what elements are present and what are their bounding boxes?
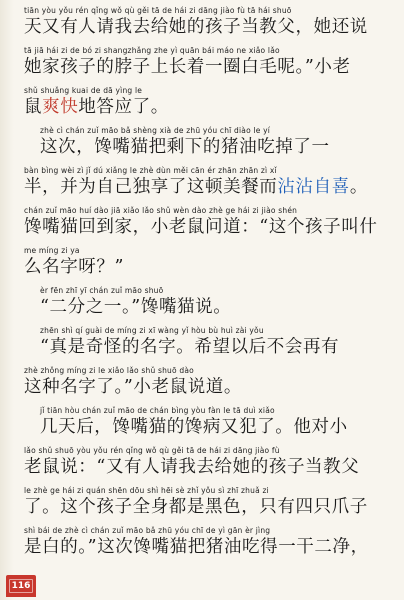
hanzi-line: 天又有人请我去给她的孩子当教父，她还说 bbox=[24, 17, 368, 37]
text-line bbox=[24, 322, 392, 362]
text-line bbox=[24, 2, 392, 42]
text-line bbox=[24, 242, 392, 282]
text-line bbox=[24, 482, 392, 522]
text-line bbox=[24, 442, 392, 482]
highlight-keyword: 爽快 bbox=[42, 97, 79, 117]
pinyin-line: jǐ tiān hòu chán zuǐ māo de chán bìng yòu fàn le tā duì xiǎo bbox=[40, 406, 275, 415]
text-line bbox=[24, 162, 392, 202]
text-line bbox=[24, 122, 392, 162]
hanzi-line: 馋嘴猫回到家，小老鼠问道：“这个孩子叫什 bbox=[24, 217, 378, 237]
text-line bbox=[24, 42, 392, 82]
pinyin-line: me míng zi ya bbox=[24, 246, 80, 255]
text-line bbox=[24, 202, 392, 242]
text-line bbox=[24, 402, 392, 442]
pinyin-line: tiān yòu yǒu rén qǐng wǒ qù gěi tā de hái zi dāng jiào fù tā hái shuō bbox=[24, 6, 292, 15]
hanzi-line: 这种名字了。”小老鼠说道。 bbox=[24, 377, 242, 397]
page-number-badge: 116 bbox=[6, 575, 36, 597]
pinyin-line: zhè cì chán zuǐ māo bǎ shèng xià de zhū yóu chī diào le yí bbox=[40, 126, 271, 135]
pinyin-line: shǔ shuǎng kuai de dā yìng le bbox=[24, 86, 143, 95]
hanzi-line: 这次，馋嘴猫把剩下的猪油吃掉了一 bbox=[40, 137, 330, 157]
pinyin-line: shì bái de zhè cì chán zuǐ māo bǎ zhū yóu chī de yì gān èr jìng bbox=[24, 526, 271, 535]
text-line bbox=[24, 282, 392, 322]
pinyin-line: zhēn shì qí guài de míng zi xī wàng yǐ hòu bù huì zài yǒu bbox=[40, 326, 264, 335]
hanzi-line: “二分之一。”馋嘴猫说。 bbox=[40, 297, 232, 317]
hanzi-line: 是白的。”这次馋嘴猫把猪油吃得一干二净， bbox=[24, 537, 369, 557]
text-line bbox=[24, 362, 392, 402]
hanzi-line: 老鼠说：“又有人请我去给她的孩子当教父 bbox=[24, 457, 360, 477]
hanzi-line: 半，并为自己独享了这顿美餐而沾沾自喜。 bbox=[24, 177, 368, 197]
pinyin-line: tā jiā hái zi de bó zi shangzhǎng zhe yì quān bái máo ne xiǎo lǎo bbox=[24, 46, 280, 55]
highlight-idiom: 沾沾自喜 bbox=[277, 177, 350, 197]
hanzi-line: 鼠爽快地答应了。 bbox=[24, 97, 169, 117]
story-text bbox=[24, 2, 392, 562]
text-line bbox=[24, 82, 392, 122]
text-line bbox=[24, 522, 392, 562]
hanzi-line: 几天后，馋嘴猫的馋病又犯了。他对小 bbox=[40, 417, 348, 437]
hanzi-line: 了。这个孩子全身都是黑色，只有四只爪子 bbox=[24, 497, 368, 517]
hanzi-line: “真是奇怪的名字。希望以后不会再有 bbox=[40, 337, 340, 357]
hanzi-line: 么名字呀？” bbox=[24, 257, 125, 277]
pinyin-line: chán zuǐ māo huí dào jiā xiǎo lǎo shǔ wèn dào zhè ge hái zi jiào shén bbox=[24, 206, 298, 215]
pinyin-line: le zhè ge hái zi quán shēn dōu shì hēi sè zhǐ yǒu sì zhī zhuǎ zi bbox=[24, 486, 269, 495]
pinyin-line: lǎo shǔ shuō yòu yǒu rén qǐng wǒ qù gěi tā de hái zi dāng jiào fù bbox=[24, 446, 280, 455]
pinyin-line: zhè zhǒng míng zi le xiǎo lǎo shǔ shuō dào bbox=[24, 366, 194, 375]
pinyin-line: bàn bìng wèi zì jǐ dú xiǎng le zhè dùn měi cān ér zhān zhān zì xǐ bbox=[24, 166, 277, 175]
pinyin-line: èr fēn zhī yī chán zuǐ māo shuō bbox=[40, 286, 164, 295]
hanzi-line: 她家孩子的脖子上长着一圈白毛呢。”小老 bbox=[24, 57, 351, 77]
